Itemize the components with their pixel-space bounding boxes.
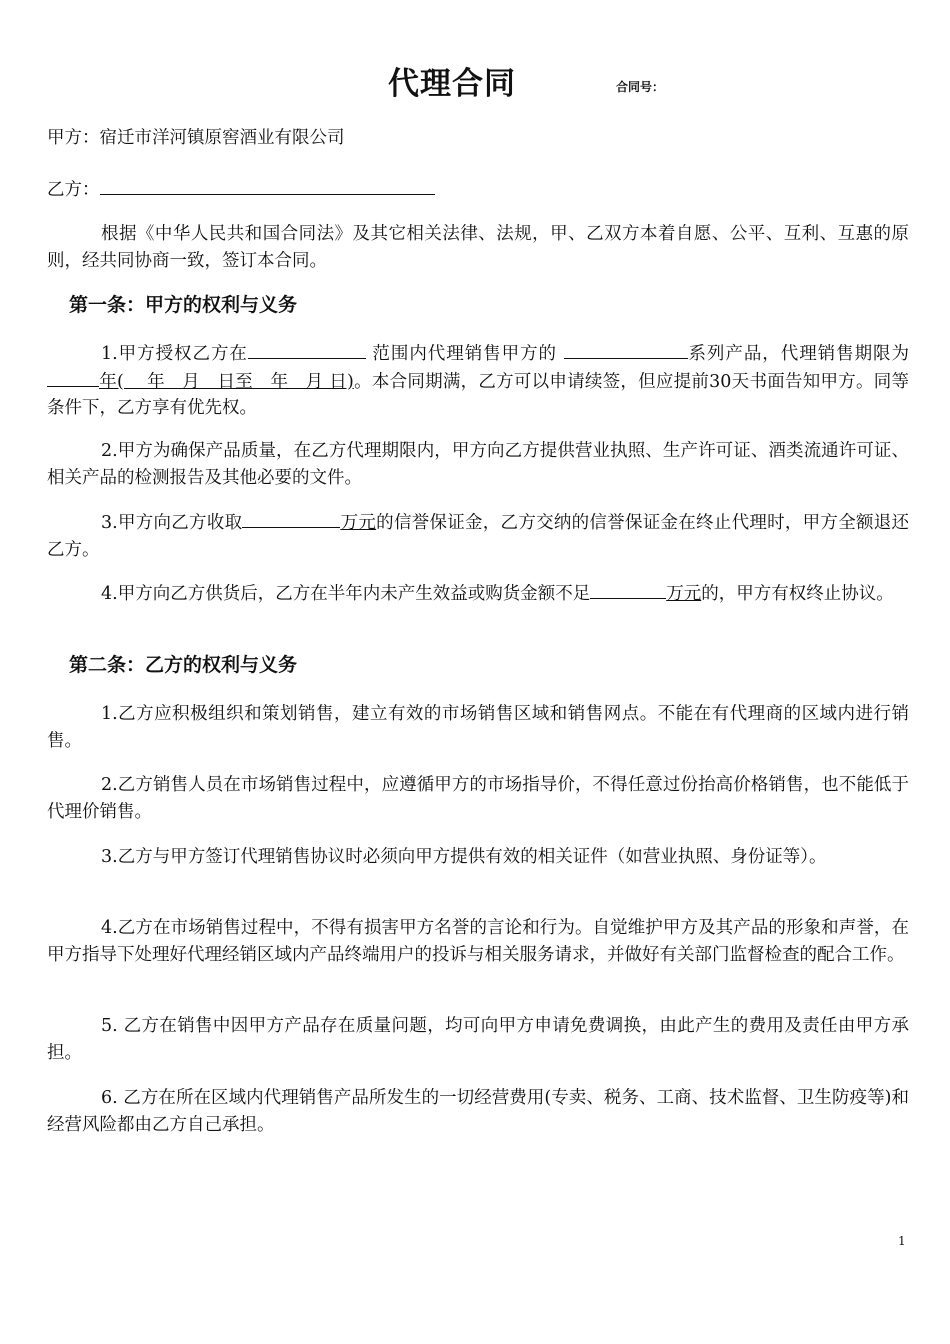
party-a-line: 甲方：宿迁市洋河镇原窖酒业有限公司 [47,128,345,148]
clause-text: 1.甲方授权乙方在 [101,344,248,364]
intro-paragraph: 根据《中华人民共和国合同法》及其它相关法律、法规，甲、乙双方本着自愿、公平、互利、互惠的原则，经共同协商一致，签订本合同。 [47,224,909,271]
article-2-clause-3: 3.乙方与甲方签订代理销售协议时必须向甲方提供有效的相关证件（如营业执照、身份证等）。 [101,847,827,867]
term-years-blank [47,368,99,387]
clause-text: 的，甲方有权终止协议。 [701,584,894,604]
purchase-amount-blank [590,580,666,599]
document-title: 代理合同 [388,66,516,102]
clause-text: 系列产品，代理销售期限为 [687,344,910,364]
deposit-unit: 万元 [340,513,377,533]
page-number: 1 [898,1234,906,1248]
article-1-clause-2: 2.甲方为确保产品质量，在乙方代理期限内，甲方向乙方提供营业执照、生产许可证、酒类流通许可证、相关产品的检测报告及其他必要的文件。 [47,441,909,488]
party-b-blank [100,176,435,195]
region-blank [248,340,366,359]
article-1-clause-1 [47,340,909,422]
deposit-blank [242,509,340,528]
contract-number-label: 合同号： [616,80,665,94]
article-1-clause-3 [47,509,909,563]
term-dates-underlined: 年( 年 月 日至 年 月 日) [99,371,354,392]
article-2-heading: 第二条：乙方的权利与义务 [69,654,298,676]
article-1-heading: 第一条：甲方的权利与义务 [69,294,298,316]
article-2-clause-1: 1.乙方应积极组织和策划销售，建立有效的市场销售区域和销售网点。不能在有代理商的区域内进行销售。 [47,704,909,751]
article-2-clause-5: 5. 乙方在销售中因甲方产品存在质量问题，均可向甲方申请免费调换，由此产生的费用及责任由甲方承担。 [47,1016,909,1063]
clause-text: 范围内代理销售甲方的 [365,344,564,364]
article-2-clause-4: 4.乙方在市场销售过程中，不得有损害甲方名誉的言论和行为。自觉维护甲方及其产品的形象和声誉，在甲方指导下处理好代理经销区域内产品终端用户的投诉与相关服务请求，并做好有关部门监督检查的配合工作。 [47,918,909,965]
clause-text: 的信誉保证金，乙方交纳的信誉保证金在终止代理时，甲方全额退还乙方。 [47,513,909,560]
article-2-clause-2: 2.乙方销售人员在市场销售过程中，应遵循甲方的市场指导价，不得任意过份抬高价格销售，也不能低于代理价销售。 [47,775,909,822]
article-1-clause-4 [47,580,909,608]
clause-text: 4.甲方向乙方供货后，乙方在半年内未产生效益或购货金额不足 [101,584,591,604]
clause-text: 。本合同期满，乙方可以申请续签，但应提前30天书面告知甲方。同等条件下，乙方享有优先权。 [47,371,909,418]
purchase-amount-unit: 万元 [666,584,702,604]
article-2-clause-6: 6. 乙方在所在区域内代理销售产品所发生的一切经营费用(专卖、税务、工商、技术监督、卫生防疫等)和经营风险都由乙方自己承担。 [47,1088,909,1135]
product-series-blank [564,340,688,359]
clause-text: 3.甲方向乙方收取 [101,513,243,533]
party-b-line [47,176,435,203]
party-b-label: 乙方： [47,180,100,200]
